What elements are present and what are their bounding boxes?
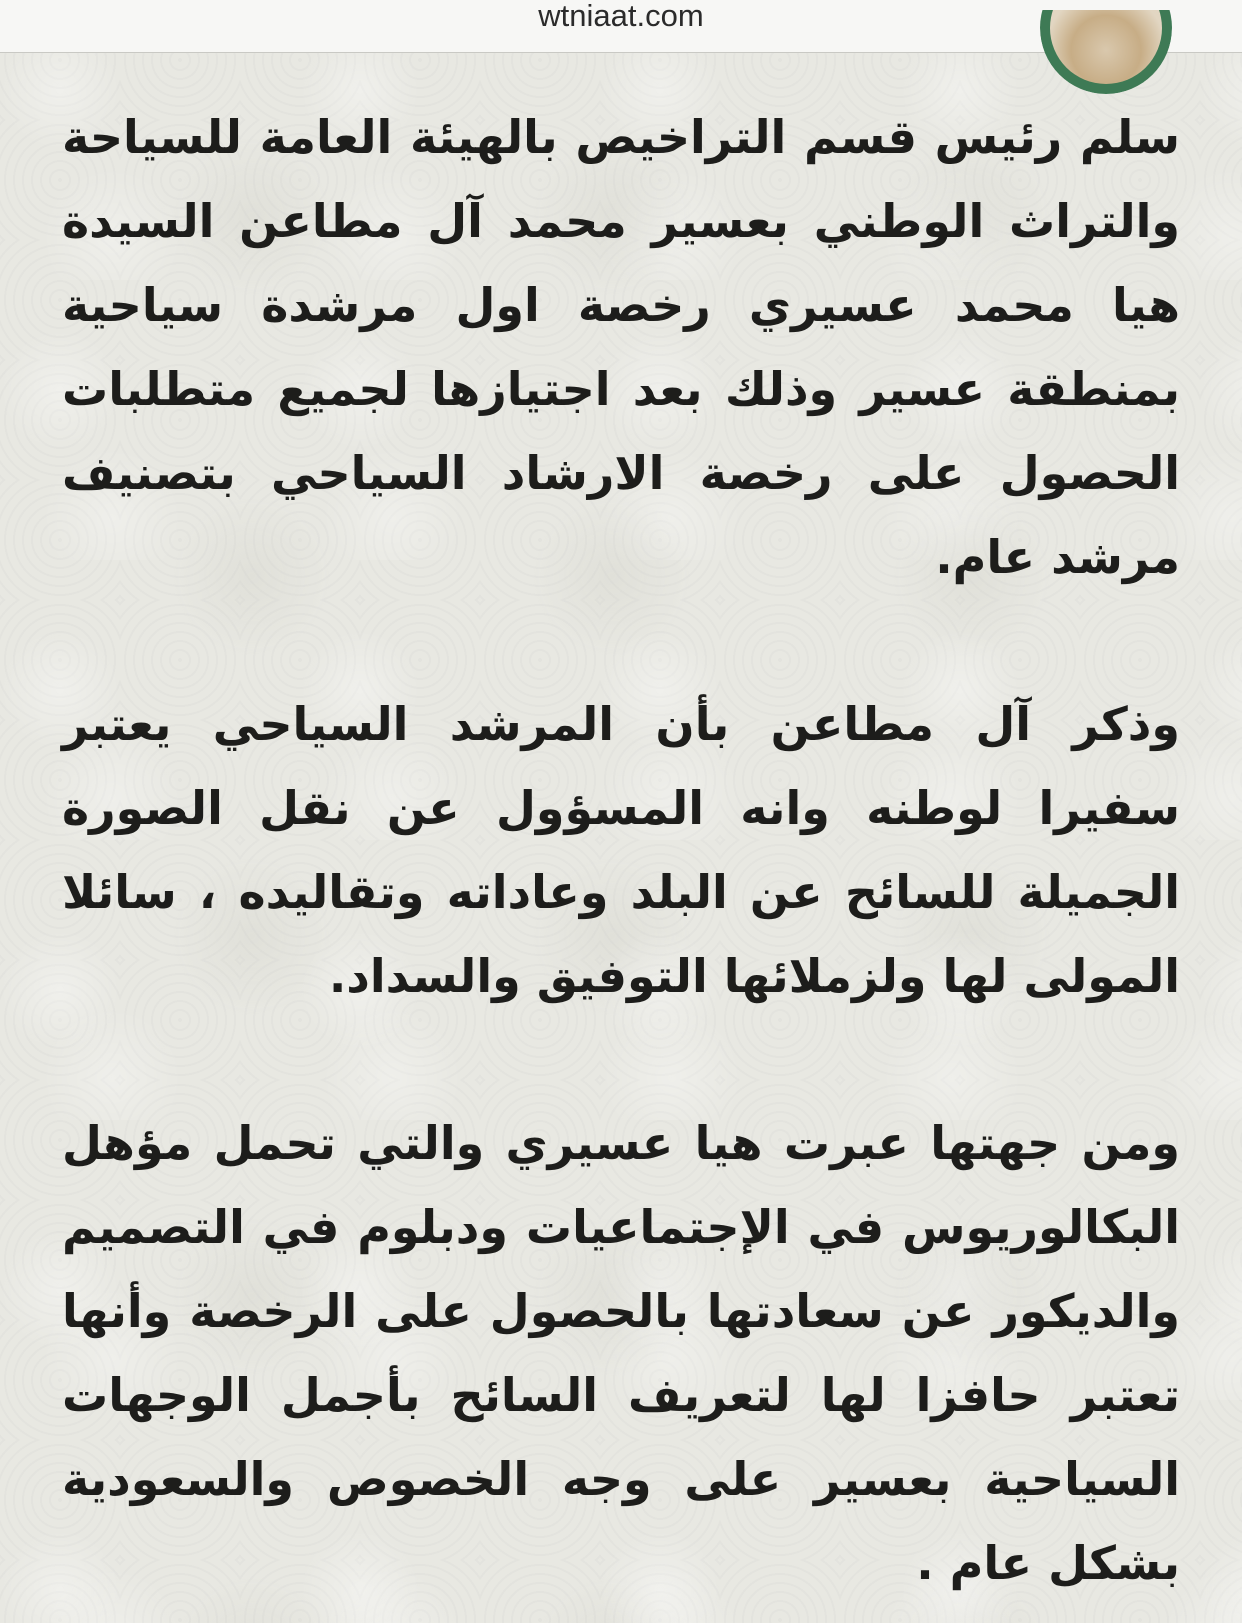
- article-paragraph-2: وذكر آل مطاعن بأن المرشد السياحي يعتبر سفيرا لوطنه وانه المسؤول عن نقل الصورة الجميلة للسائح عن البلد وعاداته وتقاليده ، سائلا المولى لها ولزملائها التوفيق والسداد.: [62, 697, 1180, 1003]
- url-text[interactable]: wtniaat.com: [538, 0, 704, 33]
- article-body: [62, 95, 1180, 1605]
- author-avatar-icon: [1040, 10, 1172, 94]
- article-paragraph-3: ومن جهتها عبرت هيا عسيري والتي تحمل مؤهل البكالوريوس في الإجتماعيات ودبلوم في التصميم والديكور عن سعادتها بالحصول على الرخصة وأنها تعتبر حافزا لها لتعريف السائح بأجمل الوجهات السياحية بعسير على وجه الخصوص والسعودية بشكل عام .: [62, 1116, 1180, 1590]
- article-paragraph-1: سلم رئيس قسم التراخيص بالهيئة العامة للسياحة والتراث الوطني بعسير محمد آل مطاعن السيدة هيا محمد عسيري رخصة اول مرشدة سياحية بمنطقة عسير وذلك بعد اجتيازها لجميع متطلبات الحصول على رخصة الارشاد السياحي بتصنيف مرشد عام.: [62, 110, 1180, 584]
